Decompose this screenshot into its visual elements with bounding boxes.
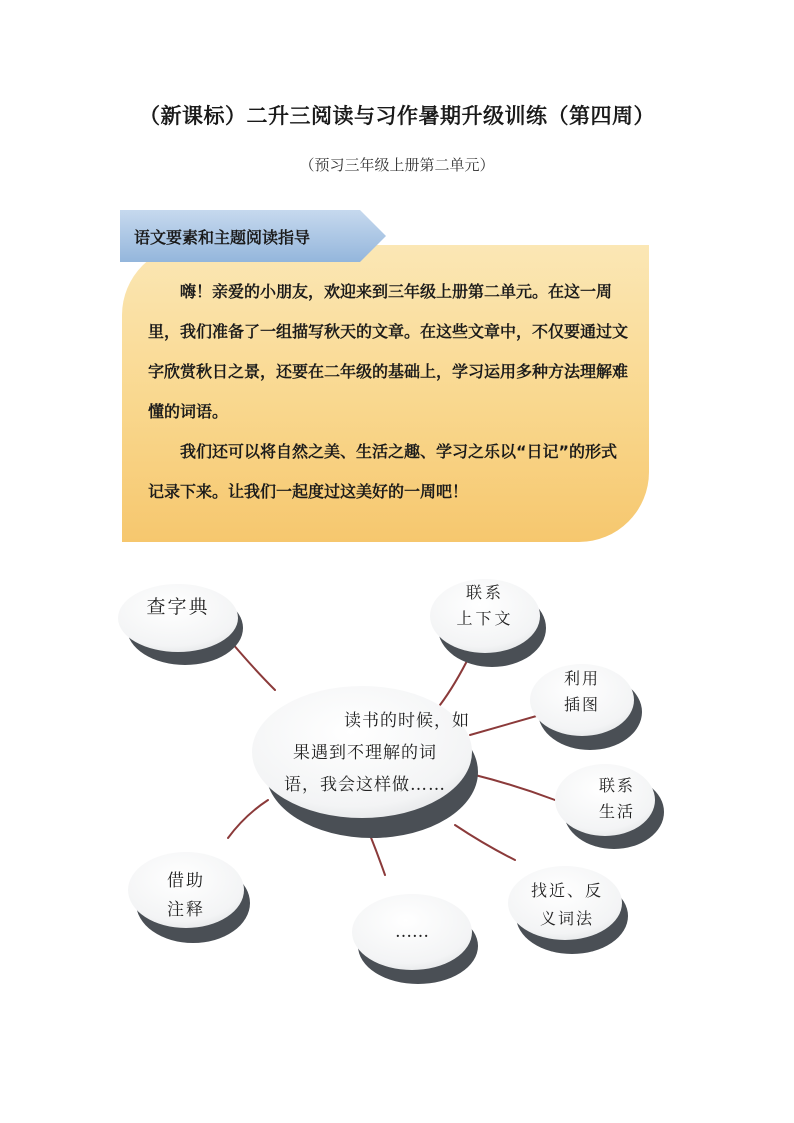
- bubble-annotations-line1: 借助: [167, 871, 205, 891]
- guide-paragraph-1: 嗨！亲爱的小朋友，欢迎来到三年级上册第二单元。在这一周里，我们准备了一组描写秋天的文章。在这些文章中，不仅要通过文字欣赏秋日之景，还要在二年级的基础上，学习运用多种方法理解难懂的词语。: [148, 282, 629, 421]
- bubble-life-label: [577, 773, 657, 825]
- connector-synonyms: [455, 825, 515, 860]
- bubble-center-line2: 果遇到不理解的词: [293, 743, 437, 763]
- bubble-life-line1: 联系: [598, 776, 635, 795]
- bubble-illustration-label: [540, 666, 624, 718]
- guide-tab-label: 语文要素和主题阅读指导: [134, 228, 311, 247]
- bubble-context-line2: 上下文: [456, 609, 514, 628]
- bubble-annotations-line2: 注释: [167, 900, 205, 920]
- connector-illustration: [470, 715, 540, 735]
- bubble-center-label: [254, 705, 476, 801]
- guide-tab: [120, 210, 388, 262]
- bubble-annotations-label: [142, 867, 230, 925]
- connector-dictionary: [232, 643, 275, 690]
- bubble-synonyms-label: [515, 877, 619, 933]
- connector-context: [440, 655, 470, 705]
- bubble-center-line1: 读书的时候，如: [344, 711, 470, 731]
- bubble-dictionary-label: 查字典: [146, 596, 210, 618]
- page-subtitle: （预习三年级上册第二单元）: [299, 156, 495, 174]
- bubble-context-label: [440, 580, 530, 632]
- connector-annotations: [228, 800, 268, 838]
- bubble-context-line1: 联系: [465, 583, 504, 602]
- guide-paragraph-2: 我们还可以将自然之美、生活之趣、学习之乐以“日记”的形式记录下来。让我们一起度过这美好的一周吧！: [148, 442, 618, 501]
- bubble-synonyms-line1: 找近、反: [530, 881, 603, 900]
- connector-life: [475, 775, 555, 800]
- bubble-ellipsis-label: ……: [395, 922, 429, 942]
- bubble-life-line2: 生活: [598, 802, 635, 821]
- page-title: （新课标）二升三阅读与习作暑期升级训练（第四周）: [139, 104, 655, 128]
- connector-ellipsis: [370, 835, 385, 875]
- guide-text: [148, 272, 630, 512]
- bubble-illustration-line2: 插图: [563, 695, 600, 714]
- bubble-center-line3: 语，我会这样做……: [284, 775, 446, 795]
- bubble-illustration-line1: 利用: [563, 669, 600, 688]
- bubble-synonyms-line2: 义词法: [539, 909, 594, 928]
